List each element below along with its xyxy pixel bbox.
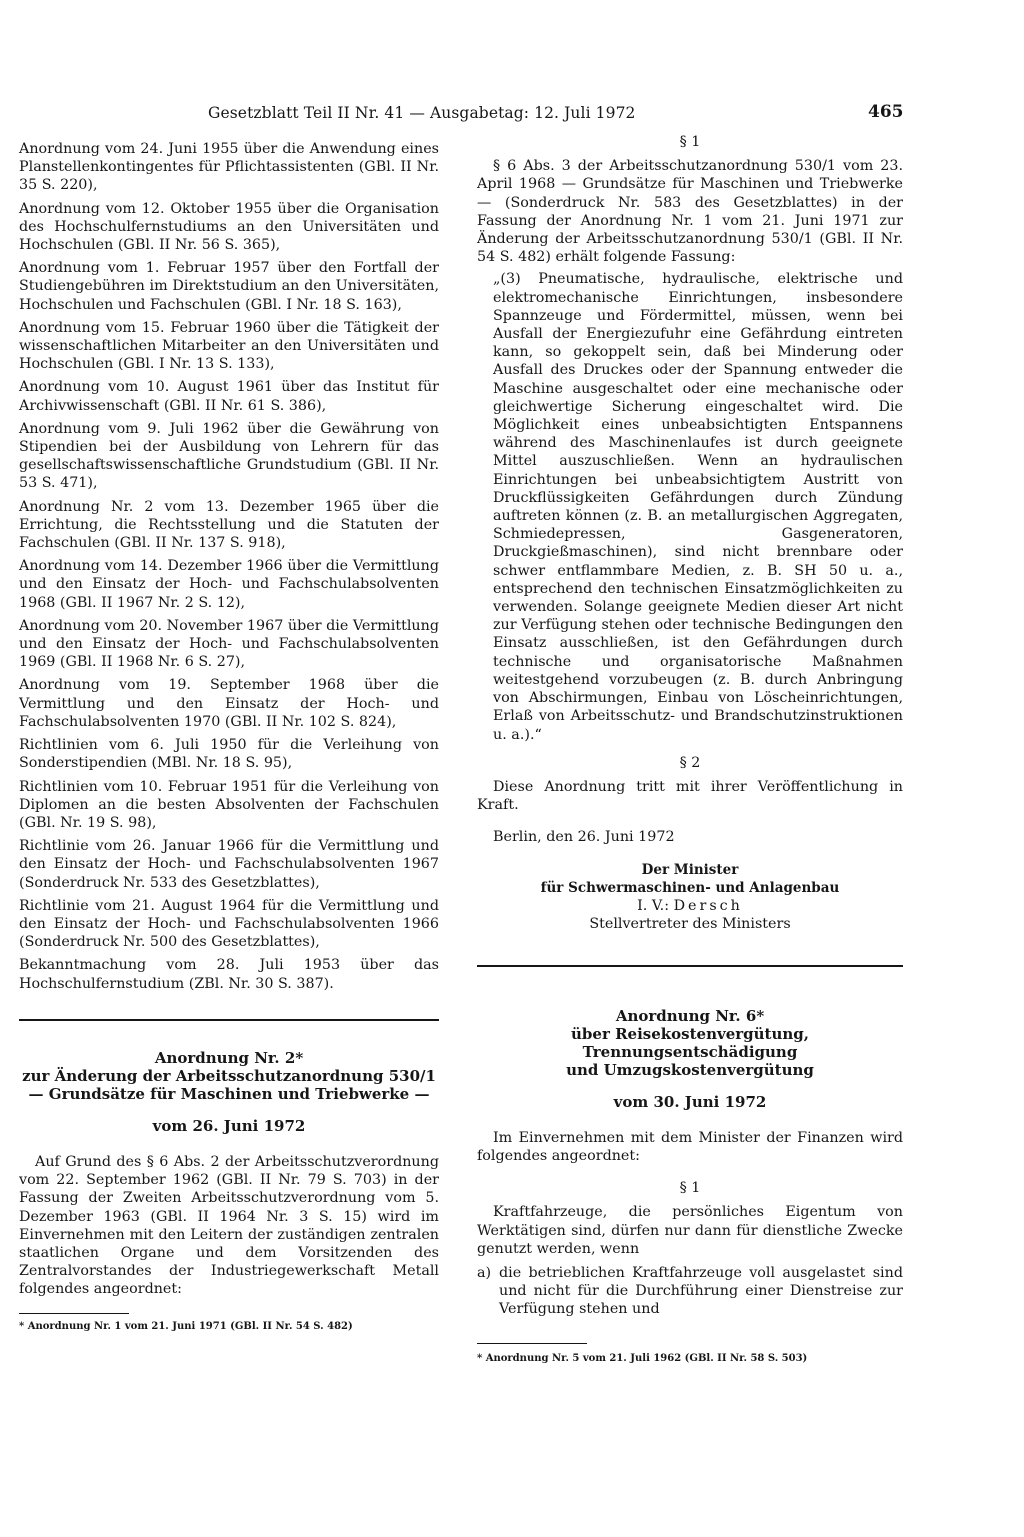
list-item: Anordnung vom 1. Februar 1957 über den Fortfall der Studiengebühren im Direktstudium an den Universitäten, Hochschulen und Fachschulen (GBl. I Nr. 18 S. 163),	[19, 260, 439, 313]
decree-heading: Anordnung Nr. 6*	[615, 1006, 765, 1025]
list-item-text: die betrieblichen Kraftfahrzeuge voll ausgelastet sind und nicht für die Durchführung einer Dienstreise zur Verfügung stehen und	[499, 1264, 903, 1318]
section-label: § 1	[679, 134, 701, 150]
signature-prefix: I. V.:	[637, 897, 670, 914]
list-item: Richtlinie vom 21. August 1964 für die Vermittlung und den Einsatz der Hoch- und Fachschulabsolventen 1966 (Sonderdruck Nr. 500 des Gesetzblattes),	[19, 897, 439, 951]
section-text: Diese Anordnung tritt mit ihrer Veröffentlichung in Kraft.	[477, 778, 903, 814]
section-divider	[19, 1019, 439, 1021]
list-item: Anordnung vom 14. Dezember 1966 über die Vermittlung und den Einsatz der Hoch- und Fachschulabsolventen 1968 (GBl. II 1967 Nr. 2 S. 12),	[19, 558, 439, 611]
signature-role: Stellvertreter des Ministers	[589, 915, 791, 932]
place-date: Berlin, den 26. Juni 1972	[493, 829, 675, 846]
list-item: Anordnung vom 12. Oktober 1955 über die Organisation des Hochschulfernstudiums an den Universitäten und Hochschulen (GBl. II Nr. 56 S. 365),	[19, 200, 439, 254]
section-label: § 1	[679, 1180, 701, 1197]
page-number: 465	[868, 102, 904, 122]
list-item	[477, 1264, 903, 1319]
signatory-name: Dersch	[673, 897, 743, 914]
decree-date: vom 30. Juni 1972	[613, 1092, 767, 1111]
list-item: Anordnung vom 19. September 1968 über die Vermittlung und den Einsatz der Hoch- und Fachschulabsolventen 1970 (GBl. II Nr. 102 S. 824),	[19, 677, 439, 730]
signature-title: Der Minister	[641, 861, 739, 878]
list-marker: a)	[477, 1264, 492, 1281]
signature-name	[477, 897, 903, 915]
section-label: § 2	[679, 754, 701, 771]
footnote-rule	[19, 1313, 129, 1314]
section-divider	[477, 965, 903, 967]
section-text: Kraftfahrzeuge, die persönliches Eigentum von Werktätigen sind, dürfen nur dann für dienstliche Zwecke genutzt werden, wenn	[477, 1204, 903, 1257]
footnote: * Anordnung Nr. 5 vom 21. Juli 1962 (GBl. II Nr. 58 S. 503)	[477, 1352, 808, 1364]
list-item: Anordnung vom 9. Juli 1962 über die Gewährung von Stipendien bei der Ausbildung von Lehrern für das gesellschaftswissenschaftliche Grundstudium (GBl. II Nr. 53 S. 471),	[19, 420, 439, 492]
list-item: Anordnung vom 15. Februar 1960 über die Tätigkeit der wissenschaftlichen Mitarbeiter an den Universitäten und Hochschulen (GBl. I Nr. 13 S. 133),	[19, 319, 439, 373]
decree-preamble: Auf Grund des § 6 Abs. 2 der Arbeitsschutzverordnung vom 22. September 1962 (GBl. II Nr. 79 S. 703) in der Fassung der Zweiten Arbeitsschutzverordnung vom 5. Dezember 1963 (GBl. II 1964 Nr. 3 S. 15) wird im Einvernehmen mit den Leitern der zuständigen zentralen staatlichen Organe und dem Vorsitzenden des Zentralvorstandes der Industriegewerkschaft Metall folgendes angeordnet:	[19, 1153, 439, 1298]
list-item: Anordnung vom 10. August 1961 über das Institut für Archivwissenschaft (GBl. II Nr. 61 S. 386),	[19, 379, 439, 414]
decree-heading: und Umzugskostenvergütung	[566, 1060, 814, 1079]
decree-heading: Trennungsentschädigung	[582, 1042, 798, 1061]
list-item: Anordnung Nr. 2 vom 13. Dezember 1965 über die Errichtung, die Rechtsstellung und die Statuten der Fachschulen (GBl. II Nr. 137 S. 918),	[19, 498, 439, 552]
decree-heading: zur Änderung der Arbeitsschutzanordnung 530/1	[22, 1066, 436, 1085]
list-item: Anordnung vom 24. Juni 1955 über die Anwendung eines Planstellenkontingentes für Pflichtassistenten (GBl. II Nr. 35 S. 220),	[19, 141, 439, 194]
footnote: * Anordnung Nr. 1 vom 21. Juni 1971 (GBl. II Nr. 54 S. 482)	[19, 1320, 353, 1332]
section-text: § 6 Abs. 3 der Arbeitsschutzanordnung 530/1 vom 23. April 1968 — Grundsätze für Maschinen und Triebwerke — (Sonderdruck Nr. 583 des Gesetzblattes) in der Fassung der Anordnung Nr. 1 vom 21. Juni 1971 zur Änderung der Arbeitsschutzanordnung 530/1 (GBl. II Nr. 54 S. 482) erhält folgende Fassung:	[477, 158, 903, 266]
list-item: Richtlinie vom 26. Januar 1966 für die Vermittlung und den Einsatz der Hoch- und Fachschulabsolventen 1967 (Sonderdruck Nr. 533 des Gesetzblattes),	[19, 838, 439, 891]
list-item: Anordnung vom 20. November 1967 über die Vermittlung und den Einsatz der Hoch- und Fachschulabsolventen 1969 (GBl. II 1968 Nr. 6 S. 27),	[19, 617, 439, 671]
decree-intro: Im Einvernehmen mit dem Minister der Finanzen wird folgendes angeordnet:	[477, 1129, 903, 1164]
left-column	[19, 140, 439, 1334]
decree-heading: Anordnung Nr. 2*	[154, 1048, 304, 1067]
signature-ministry: für Schwermaschinen- und Anlagenbau	[540, 879, 840, 896]
list-item: Richtlinien vom 10. Februar 1951 für die Verleihung von Diplomen an die besten Absolventen der Fachschulen (GBl. Nr. 19 S. 98),	[19, 778, 439, 831]
running-header: Gesetzblatt Teil II Nr. 41 — Ausgabetag: 12. Juli 1972	[208, 104, 636, 122]
signature-block	[477, 861, 903, 933]
decree-heading: — Grundsätze für Maschinen und Triebwerke —	[28, 1084, 430, 1103]
list-item: Richtlinien vom 6. Juli 1950 für die Verleihung von Sonderstipendien (MBl. Nr. 18 S. 95),	[19, 737, 439, 772]
amended-text: „(3) Pneumatische, hydraulische, elektrische und elektromechanische Einrichtungen, insbesondere Spannzeuge und Fördermittel, müssen, wenn bei Ausfall der Energiezufuhr eine Gefährdung eintreten kann, so gekoppelt sein, daß bei Minderung oder Ausfall des Druckes oder der Spannung entweder die Maschine ausgeschaltet oder eine mechanische oder gleichwertige Sicherung eingeschaltet wird. Die Möglichkeit eines unbeabsichtigten Entspannens während des Maschinenlaufes ist durch geeignete Mittel auszuschließen. Wenn an hydraulischen Einrichtungen bei unbeabsichtigtem Austritt von Druckflüssigkeiten Gefährdungen durch Zündung auftreten können (z. B. an metallurgischen Aggregaten, Schmiedepressen, Gasgeneratoren, Druckgießmaschinen), sind nicht brennbare oder schwer entflammbare Medien, z. B. SH 50 u. a., entsprechend den technischen Einsatzmöglichkeiten zu verwenden. Solange geeignete Medien dieser Art nicht zur Verfügung stehen oder technische Bedingungen den Einsatz ausschließen, ist den Gefährdungen durch technische und organisatorische Maßnahmen weitestgehend vorzubeugen (z. B. durch Anbringung von Abschirmungen, Einbau von Löscheinrichtungen, Erlaß von Arbeitsschutz- und Brandschutzinstruktionen u. a.).“	[493, 271, 903, 743]
decree-date: vom 26. Juni 1972	[152, 1116, 306, 1135]
decree-heading: über Reisekostenvergütung,	[571, 1024, 809, 1043]
right-column	[477, 133, 903, 1366]
list-item: Bekanntmachung vom 28. Juli 1953 über das Hochschulfernstudium (ZBl. Nr. 30 S. 387).	[19, 957, 439, 992]
footnote-rule	[477, 1343, 587, 1344]
